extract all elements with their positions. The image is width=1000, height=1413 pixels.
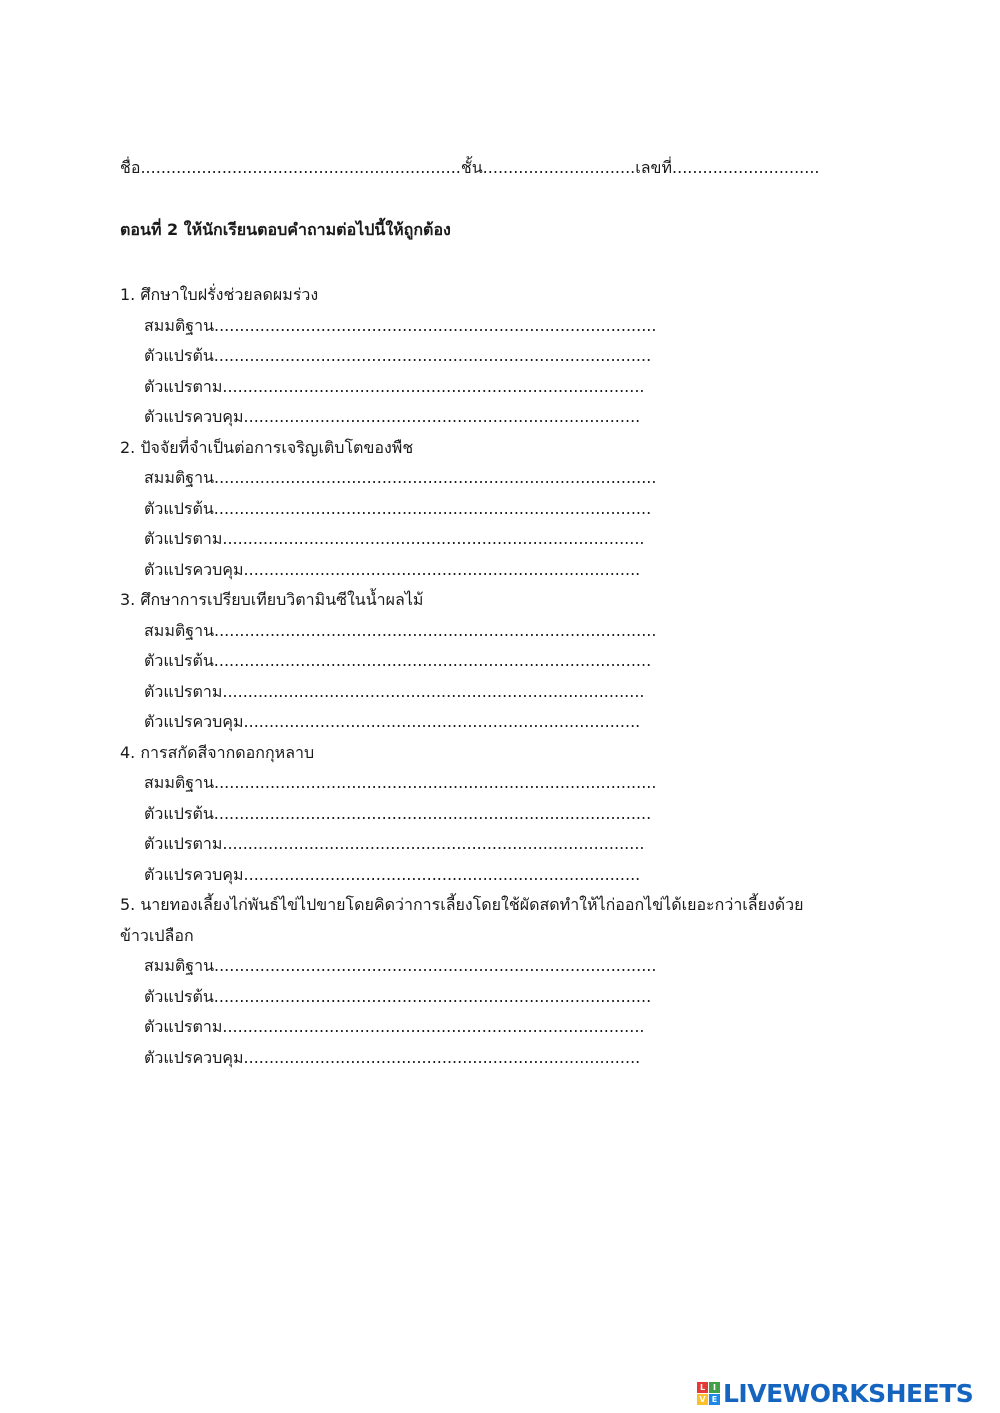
logo-badge-letter: I bbox=[709, 1382, 720, 1393]
controlled-variable-field[interactable]: ตัวแปรควบคุม.............................................................................. bbox=[144, 407, 641, 426]
question-block bbox=[120, 738, 880, 891]
dependent-variable-field[interactable]: ตัวแปรตาม................................................................................... bbox=[144, 1017, 645, 1036]
question-title: 3. ศึกษาการเปรียบเทียบวิตามินซีในน้ำผลไม้ bbox=[120, 590, 424, 609]
question-title: 2. ปัจจัยที่จำเป็นต่อการเจริญเติบโตของพืช bbox=[120, 437, 414, 457]
question-block bbox=[120, 585, 880, 738]
hypothesis-field[interactable]: สมมติฐาน....................................................................................... bbox=[144, 773, 657, 792]
dependent-variable-field[interactable]: ตัวแปรตาม................................................................................... bbox=[144, 529, 645, 548]
independent-variable-field[interactable]: ตัวแปรต้น...................................................................................... bbox=[144, 346, 652, 365]
question-block bbox=[120, 433, 880, 586]
liveworksheets-logo[interactable] bbox=[697, 1378, 973, 1408]
question-block bbox=[120, 890, 880, 1073]
dependent-variable-field[interactable]: ตัวแปรตาม................................................................................... bbox=[144, 834, 645, 853]
controlled-variable-field[interactable]: ตัวแปรควบคุม.............................................................................. bbox=[144, 712, 641, 731]
logo-badge-letter: E bbox=[709, 1394, 720, 1405]
independent-variable-field[interactable]: ตัวแปรต้น...................................................................................... bbox=[144, 498, 652, 518]
question-title: 1. ศึกษาใบฝรั่งช่วยลดผมร่วง bbox=[120, 285, 319, 304]
controlled-variable-field[interactable]: ตัวแปรควบคุม.............................................................................. bbox=[144, 1047, 641, 1067]
questions-list bbox=[120, 280, 880, 1073]
logo-badge-icon bbox=[697, 1382, 720, 1405]
independent-variable-field[interactable]: ตัวแปรต้น...................................................................................... bbox=[144, 803, 652, 823]
hypothesis-field[interactable]: สมมติฐาน....................................................................................... bbox=[144, 620, 657, 640]
logo-badge-letter: V bbox=[697, 1394, 708, 1405]
independent-variable-field[interactable]: ตัวแปรต้น...................................................................................... bbox=[144, 651, 652, 670]
dependent-variable-field[interactable]: ตัวแปรตาม................................................................................... bbox=[144, 681, 645, 701]
logo-badge-letter: L bbox=[697, 1382, 708, 1393]
dependent-variable-field[interactable]: ตัวแปรตาม................................................................................... bbox=[144, 376, 645, 396]
logo-text: LIVEWORKSHEETS bbox=[723, 1378, 974, 1408]
question-title: 4. การสกัดสีจากดอกกุหลาบ bbox=[120, 742, 315, 762]
question-title: 5. นายทองเลี้ยงไก่พันธ์ไข่ไปขายโดยคิดว่าการเลี้ยงโดยใช้ผัดสดทำให้ไก่ออกไข่ได้เยอะกว่าเลี้ยงด้วย bbox=[120, 895, 804, 914]
controlled-variable-field[interactable]: ตัวแปรควบคุม.............................................................................. bbox=[144, 559, 641, 579]
question-title-continuation: ข้าวเปลือก bbox=[120, 925, 194, 945]
independent-variable-field[interactable]: ตัวแปรต้น...................................................................................... bbox=[144, 986, 652, 1006]
section-title: ตอนที่ 2 ให้นักเรียนตอบคำถามต่อไปนี้ให้ถูกต้อง bbox=[120, 220, 451, 239]
question-block bbox=[120, 280, 880, 433]
hypothesis-field[interactable]: สมมติฐาน....................................................................................... bbox=[144, 956, 657, 975]
hypothesis-field[interactable]: สมมติฐาน....................................................................................... bbox=[144, 468, 657, 487]
controlled-variable-field[interactable]: ตัวแปรควบคุม.............................................................................. bbox=[144, 864, 641, 884]
hypothesis-field[interactable]: สมมติฐาน....................................................................................... bbox=[144, 315, 657, 335]
student-info-line: ชื่อ...............................................................ชั้น..............................เลขที่............................. bbox=[120, 158, 820, 177]
